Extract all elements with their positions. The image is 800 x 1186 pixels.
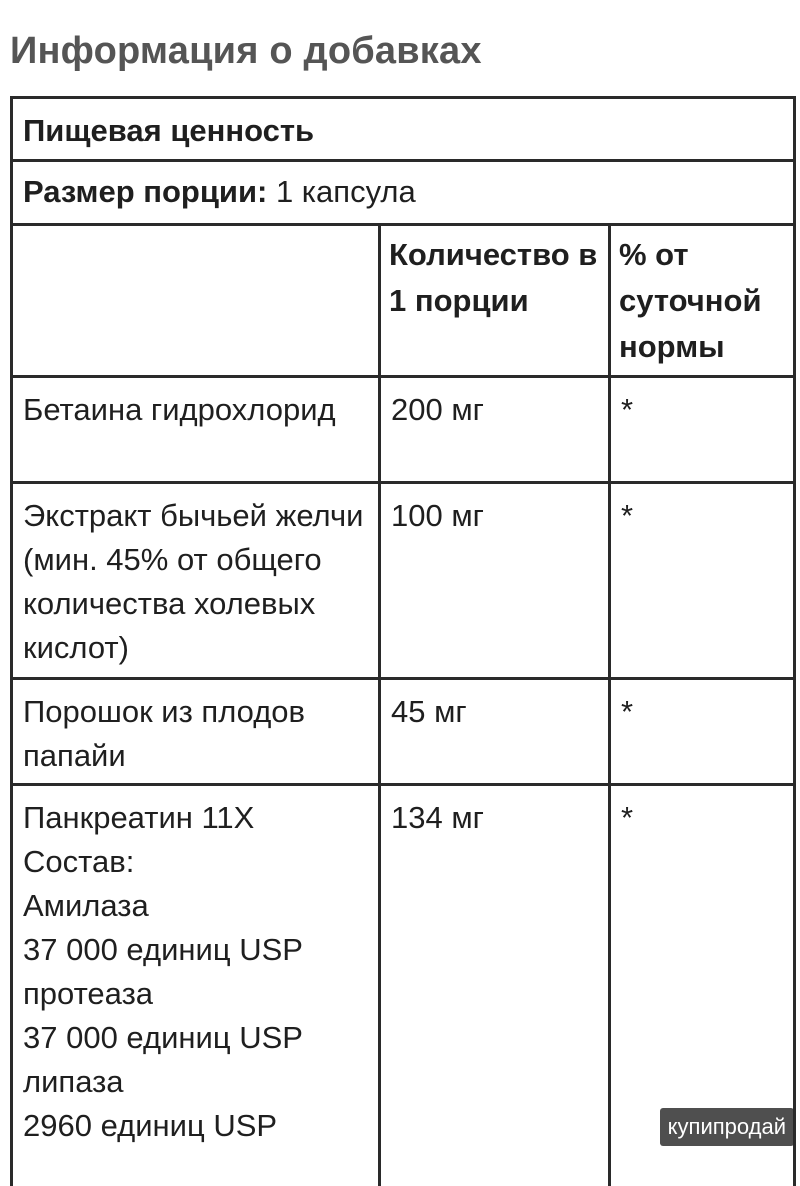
ingredient-amount: 45 мг [381,680,611,783]
ingredient-daily-value: * [621,392,634,427]
ingredient-amount: 200 мг [381,378,611,481]
serving-size-row [13,162,793,226]
ingredient-amount: 134 мг [381,786,611,1186]
ingredient-amount: 100 мг [381,484,611,677]
ingredient-daily-value: * [621,694,634,729]
header-name [13,226,381,375]
table-row [13,680,793,786]
table-row [13,378,793,484]
serving-size-value: 1 капсула [267,174,416,209]
ingredient-name: Панкреатин 11X Состав: Амилаза 37 000 единиц USP протеаза 37 000 единиц USP липаза 2960 единиц USP [13,786,381,1186]
serving-size-label: Размер порции: [23,174,268,209]
ingredient-name: Экстракт бычьей желчи (мин. 45% от общего количества холевых кислот) [13,484,381,677]
facts-heading: Пищевая ценность [13,99,793,162]
ingredient-daily-value: * [621,498,634,533]
table-row [13,484,793,680]
supplement-facts-table [10,96,796,1186]
header-amount: Количество в 1 порции [381,226,611,375]
table-header-row [13,226,793,378]
ingredient-daily-value: * [621,800,634,835]
header-daily-value: % от суточной нормы [619,237,762,364]
ingredient-name: Порошок из плодов папайи [13,680,381,783]
watermark-logo: купипродай [660,1108,794,1146]
ingredient-name: Бетаина гидрохлорид [13,378,381,481]
page-title: Информация о добавках [10,30,482,72]
